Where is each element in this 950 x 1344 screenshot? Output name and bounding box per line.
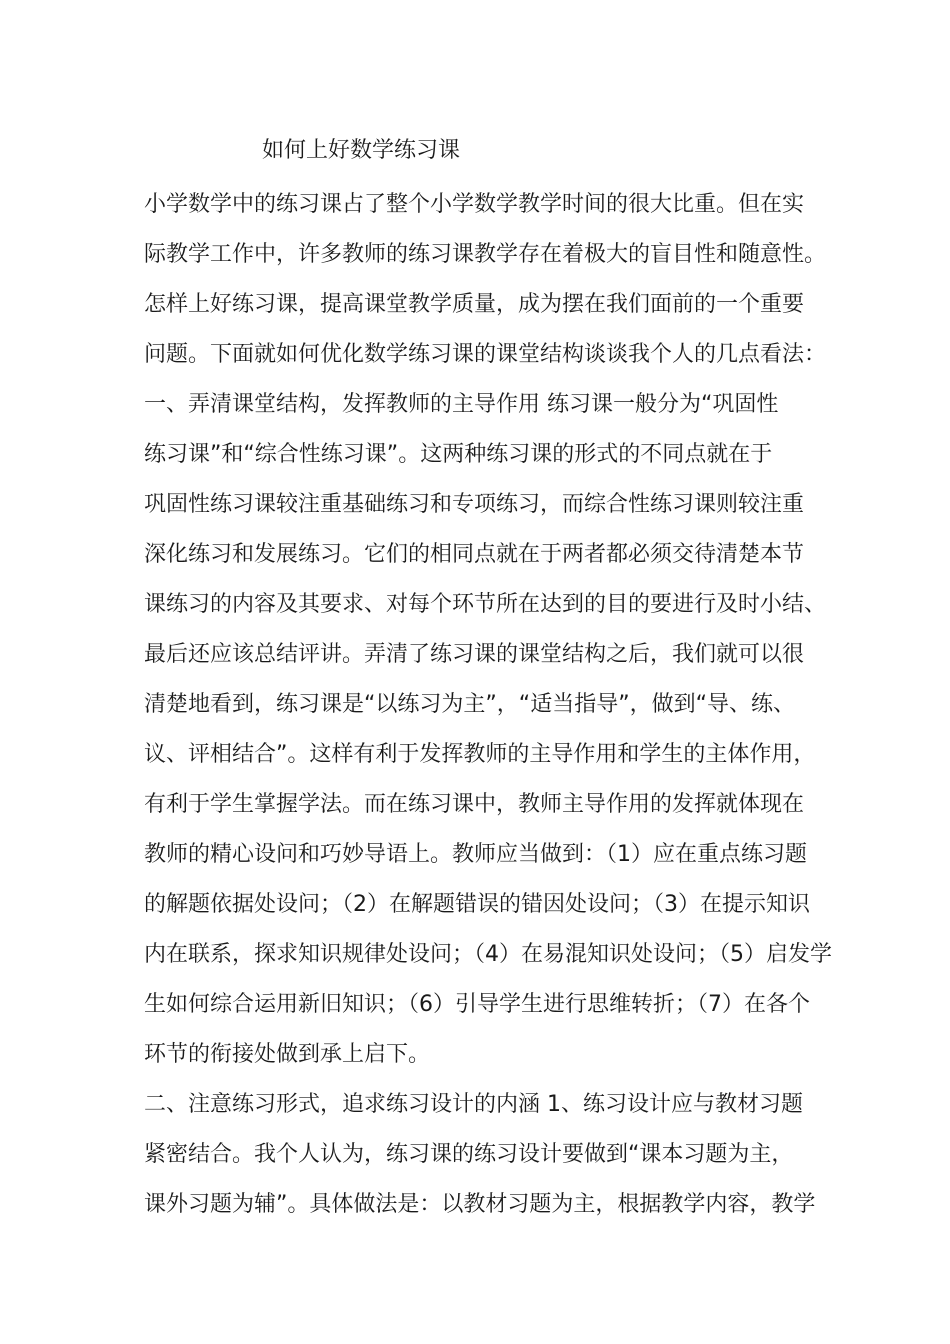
document-title: 如何上好数学练习课 — [262, 138, 461, 163]
text-line: 议、评相结合”。这样有利于发挥教师的主导作用和学生的主体作用， — [144, 742, 816, 767]
text-line: 紧密结合。我个人认为，练习课的练习设计要做到“课本习题为主， — [144, 1142, 794, 1167]
text-line: 小学数学中的练习课占了整个小学数学教学时间的很大比重。但在实 — [144, 192, 805, 217]
text-line: 教师的精心设问和巧妙导语上。教师应当做到：（1）应在重点练习题 — [144, 842, 807, 867]
text-line: 际教学工作中，许多教师的练习课教学存在着极大的盲目性和随意性。 — [144, 242, 827, 267]
text-line: 清楚地看到，练习课是“以练习为主”，“适当指导”，做到“导、练、 — [144, 692, 795, 717]
text-line: 课外习题为辅”。具体做法是：以教材习题为主，根据教学内容，教学 — [144, 1192, 816, 1217]
text-line: 课练习的内容及其要求、对每个环节所在达到的目的要进行及时小结、 — [144, 592, 827, 617]
text-line: 有利于学生掌握学法。而在练习课中，教师主导作用的发挥就体现在 — [144, 792, 805, 817]
section-heading-line: 一、弄清课堂结构，发挥教师的主导作用 练习课一般分为“巩固性 — [144, 392, 779, 417]
text-line: 最后还应该总结评讲。弄清了练习课的课堂结构之后，我们就可以很 — [144, 642, 805, 667]
text-line: 的解题依据处设问；（2）在解题错误的错因处设问；（3）在提示知识 — [144, 892, 810, 917]
text-line: 内在联系，探求知识规律处设问；（4）在易混知识处设问；（5）启发学 — [144, 942, 832, 967]
section-heading-line: 二、注意练习形式，追求练习设计的内涵 1、练习设计应与教材习题 — [144, 1092, 803, 1117]
text-line: 深化练习和发展练习。它们的相同点就在于两者都必须交待清楚本节 — [144, 542, 805, 567]
text-line: 问题。下面就如何优化数学练习课的课堂结构谈谈我个人的几点看法： — [144, 342, 827, 367]
document-body — [144, 180, 832, 1230]
text-line: 巩固性练习课较注重基础练习和专项练习，而综合性练习课则较注重 — [144, 492, 805, 517]
text-line: 生如何综合运用新旧知识；（6）引导学生进行思维转折；（7）在各个 — [144, 992, 810, 1017]
text-line: 环节的衔接处做到承上启下。 — [144, 1042, 431, 1067]
text-line: 练习课”和“综合性练习课”。这两种练习课的形式的不同点就在于 — [144, 442, 773, 467]
text-line: 怎样上好练习课，提高课堂教学质量，成为摆在我们面前的一个重要 — [144, 292, 805, 317]
